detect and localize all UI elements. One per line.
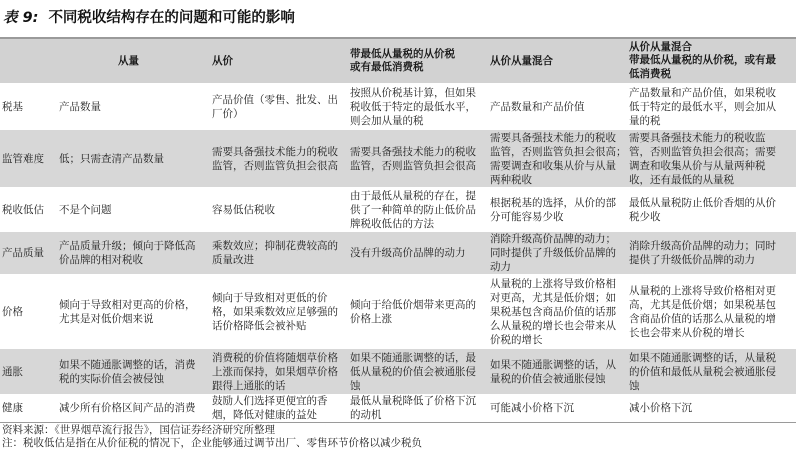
table-cell [349,130,489,187]
header-cell-ad-valorem: 从价 [211,39,349,83]
cell-line: 量税的价值会被通胀侵蚀 [490,372,606,385]
cell-line: 需要具备强技术能力的税收 [490,131,616,144]
table-cell [489,130,628,187]
cell-line: 如果不随通胀调整的话，从量税 [629,351,776,364]
table-row [0,274,796,349]
row-label: 税收低估 [0,187,58,232]
cell-line: 调查和收集从价与从量两种税 [629,159,766,172]
cell-line: 倾向于给低价烟带来更高的 [350,298,476,311]
table-cell [489,349,628,394]
cell-line: 烟，降低对健康的益处 [212,409,317,421]
table-cell [58,349,211,394]
header-line: 带最低从量税的从价税 [350,47,455,60]
cell-line: 需要具备强技术能力的税收 [350,145,476,158]
cell-line: 上涨而保持，如果烟草价格 [212,365,338,378]
cell-line: 蚀 [629,379,640,392]
cell-line: 最低从量税降低了价格下沉 [350,395,476,407]
cell-line: 产品数量 [59,100,101,113]
cell-line: 含商品价值的话那么从量税的增 [629,312,776,325]
cell-line: 鼓励人们选择更便宜的香 [212,395,328,407]
cell-line: 减小价格下沉 [629,402,692,414]
table-cell [211,187,349,232]
table-caption: 不同税收结构存在的问题和可能的影响 [48,10,295,26]
cell-line: 监管，否则监管负担会很高 [350,159,476,172]
cell-line: 分可能容易少收 [490,210,564,223]
cell-line: 质量改进 [212,254,254,266]
cell-line: 对更高，尤其是低价烟；如 [490,291,616,304]
cell-line: 根据税基的选择，从价的部 [490,196,616,209]
header-cell-mixed: 从价从量混合 [489,39,628,83]
header-cell-mixed-min [628,39,796,83]
cell-line: 产品价值（零售、批发、出 [212,93,338,106]
table-cell [628,83,796,130]
table-cell [349,83,489,130]
cell-line: 低从量税的价值会被通胀侵 [350,365,476,378]
cell-line: 没有升级高价品牌的动力 [350,247,466,259]
table-row [0,130,796,187]
row-label: 通胀 [0,349,58,394]
cell-line: 则会加从量的税 [350,114,424,127]
cell-line: 供了一种简单的防止低价品 [350,203,476,216]
cell-line: 可能减小价格下沉 [490,402,574,414]
cell-line: 价税的增长 [490,333,543,346]
table-cell [58,130,211,187]
cell-line: 产品数量和产品价值，如果税收 [629,86,776,99]
row-label: 税基 [0,83,58,130]
header-cell [0,39,58,83]
cell-line: 需要具备强技术能力的税收监 [629,131,766,144]
cell-line: 不是个问题 [59,203,112,216]
row-label: 健康 [0,394,58,422]
table-cell [211,83,349,130]
table-row [0,187,796,232]
table-cell [489,274,628,349]
table-cell [58,232,211,274]
comparison-table [0,39,796,422]
table-cell [489,394,628,422]
cell-line: 管，否则监管负担会很高；需要 [629,145,776,158]
table-cell [628,187,796,232]
cell-line: 倾向于导致相对更低的价 [212,291,328,304]
cell-line: 监管，否则监管负担会很高 [212,159,338,172]
table-cell [211,349,349,394]
cell-line: 价格上涨 [350,312,392,325]
cell-line: 价品牌的相对税收 [59,254,143,266]
table-cell [211,130,349,187]
table-cell [58,394,211,422]
cell-line: 需要具备强技术能力的税收 [212,145,338,158]
cell-line: 产品数量和产品价值 [490,100,585,113]
cell-line: 最低从量税防止低价香烟的从价 [629,196,776,209]
table-cell [349,274,489,349]
cell-line: 减少所有价格区间产品的消费 [59,402,196,414]
table-cell [489,83,628,130]
table-row [0,394,796,422]
row-label: 价格 [0,274,58,349]
table-number: 表 9: [3,10,39,26]
cell-line: 消费税的价值将随烟草价格 [212,351,338,364]
cell-line: 高，尤其是低价烟；如果税基包 [629,298,776,311]
cell-line: 消除升级高价品牌的动力； [490,233,616,245]
cell-line: 如果不随通胀调整的话，最 [350,351,476,364]
cell-line: 由于最低从量税的存在，提 [350,189,476,202]
table-cell [58,83,211,130]
cell-line: 从量税的上涨将导致价格相对更 [629,284,776,297]
cell-line: 税少收 [629,210,661,223]
table-cell [58,274,211,349]
row-label: 监管难度 [0,130,58,187]
cell-line: 长也会带来从价税的增长 [629,326,745,339]
cell-line: 消除升级高价品牌的动力；同时 [629,240,776,252]
header-line: 带最低从量税的从价税，或有最 [629,54,776,67]
table-cell [349,394,489,422]
cell-line: 同时提供了升级低价品牌的 [490,247,616,259]
table-cell [349,187,489,232]
table-cell [211,274,349,349]
cell-line: 的动机 [350,409,382,421]
cell-line: 如果不随通胀调整的话，消费 [59,358,196,371]
cell-line: 收，还有最低的从量税 [629,173,734,186]
table-cell [211,232,349,274]
table-cell [628,130,796,187]
cell-line: 果税基包含商品价值的话那 [490,305,616,318]
table-cell [349,349,489,394]
table-cell [489,232,628,274]
cell-line: 需要调查和收集从价与从量 [490,159,616,172]
cell-line: 牌税收低估的方法 [350,217,434,230]
table-cell [349,232,489,274]
cell-line: 税收低于特定的最低水平， [350,100,476,113]
cell-line: 蚀 [350,379,361,392]
cell-line: 格，如果乘数效应足够强的 [212,305,338,318]
cell-line: 产品质量升级；倾向于降低高 [59,240,196,252]
cell-line: 提供了升级低价品牌的动力 [629,254,755,266]
cell-line: 税的实际价值会被侵蚀 [59,372,164,385]
footnote: 注：税收低估是指在从价征税的情况下，企业能够通过调节出厂、零售环节价格以减少税负 [2,437,422,449]
header-cell-specific: 从量 [58,39,211,83]
table-cell [628,232,796,274]
table-row [0,349,796,394]
cell-line: 如果不随通胀调整的话，从 [490,358,616,371]
table-cell [489,187,628,232]
cell-line: 厂价） [212,107,244,120]
table-row [0,232,796,274]
table-title [3,3,793,33]
header-line: 从价从量混合 [629,40,692,53]
table-cell [628,274,796,349]
header-row [0,39,796,83]
cell-line: 话价格降低会被补贴 [212,319,307,332]
cell-line: 跟得上通胀的话 [212,379,286,392]
table-cell [58,187,211,232]
source-note: 资料来源：《世界烟草流行报告》，国信证券经济研究所整理 [2,424,275,436]
cell-line: 倾向于导致相对更高的价格， [59,298,196,311]
cell-line: 尤其是对低价烟来说 [59,312,154,325]
cell-line: 低于特定的最低水平，则会加从 [629,100,776,113]
row-label: 产品质量 [0,232,58,274]
cell-line: 按照从价税基计算，但如果 [350,86,476,99]
cell-line: 动力 [490,261,511,273]
table-cell [628,394,796,422]
cell-line: 容易低估税收 [212,203,275,216]
table-row [0,83,796,130]
cell-line: 从量税的上涨将导致价格相 [490,277,616,290]
cell-line: 量的税 [629,114,661,127]
header-line: 低消费税 [629,67,671,80]
cell-line: 两种税收 [490,173,532,186]
cell-line: 乘数效应；抑制花费较高的 [212,240,338,252]
header-cell-min-specific [349,39,489,83]
cell-line: 的价值和最低从量税会被通胀侵 [629,365,776,378]
table-cell [211,394,349,422]
cell-line: 低；只需查清产品数量 [59,152,164,165]
cell-line: 监管，否则监管负担会很高； [490,145,627,158]
cell-line: 么从量税的增长也会带来从 [490,319,616,332]
table-cell [628,349,796,394]
header-line: 或有最低消费税 [350,61,424,73]
